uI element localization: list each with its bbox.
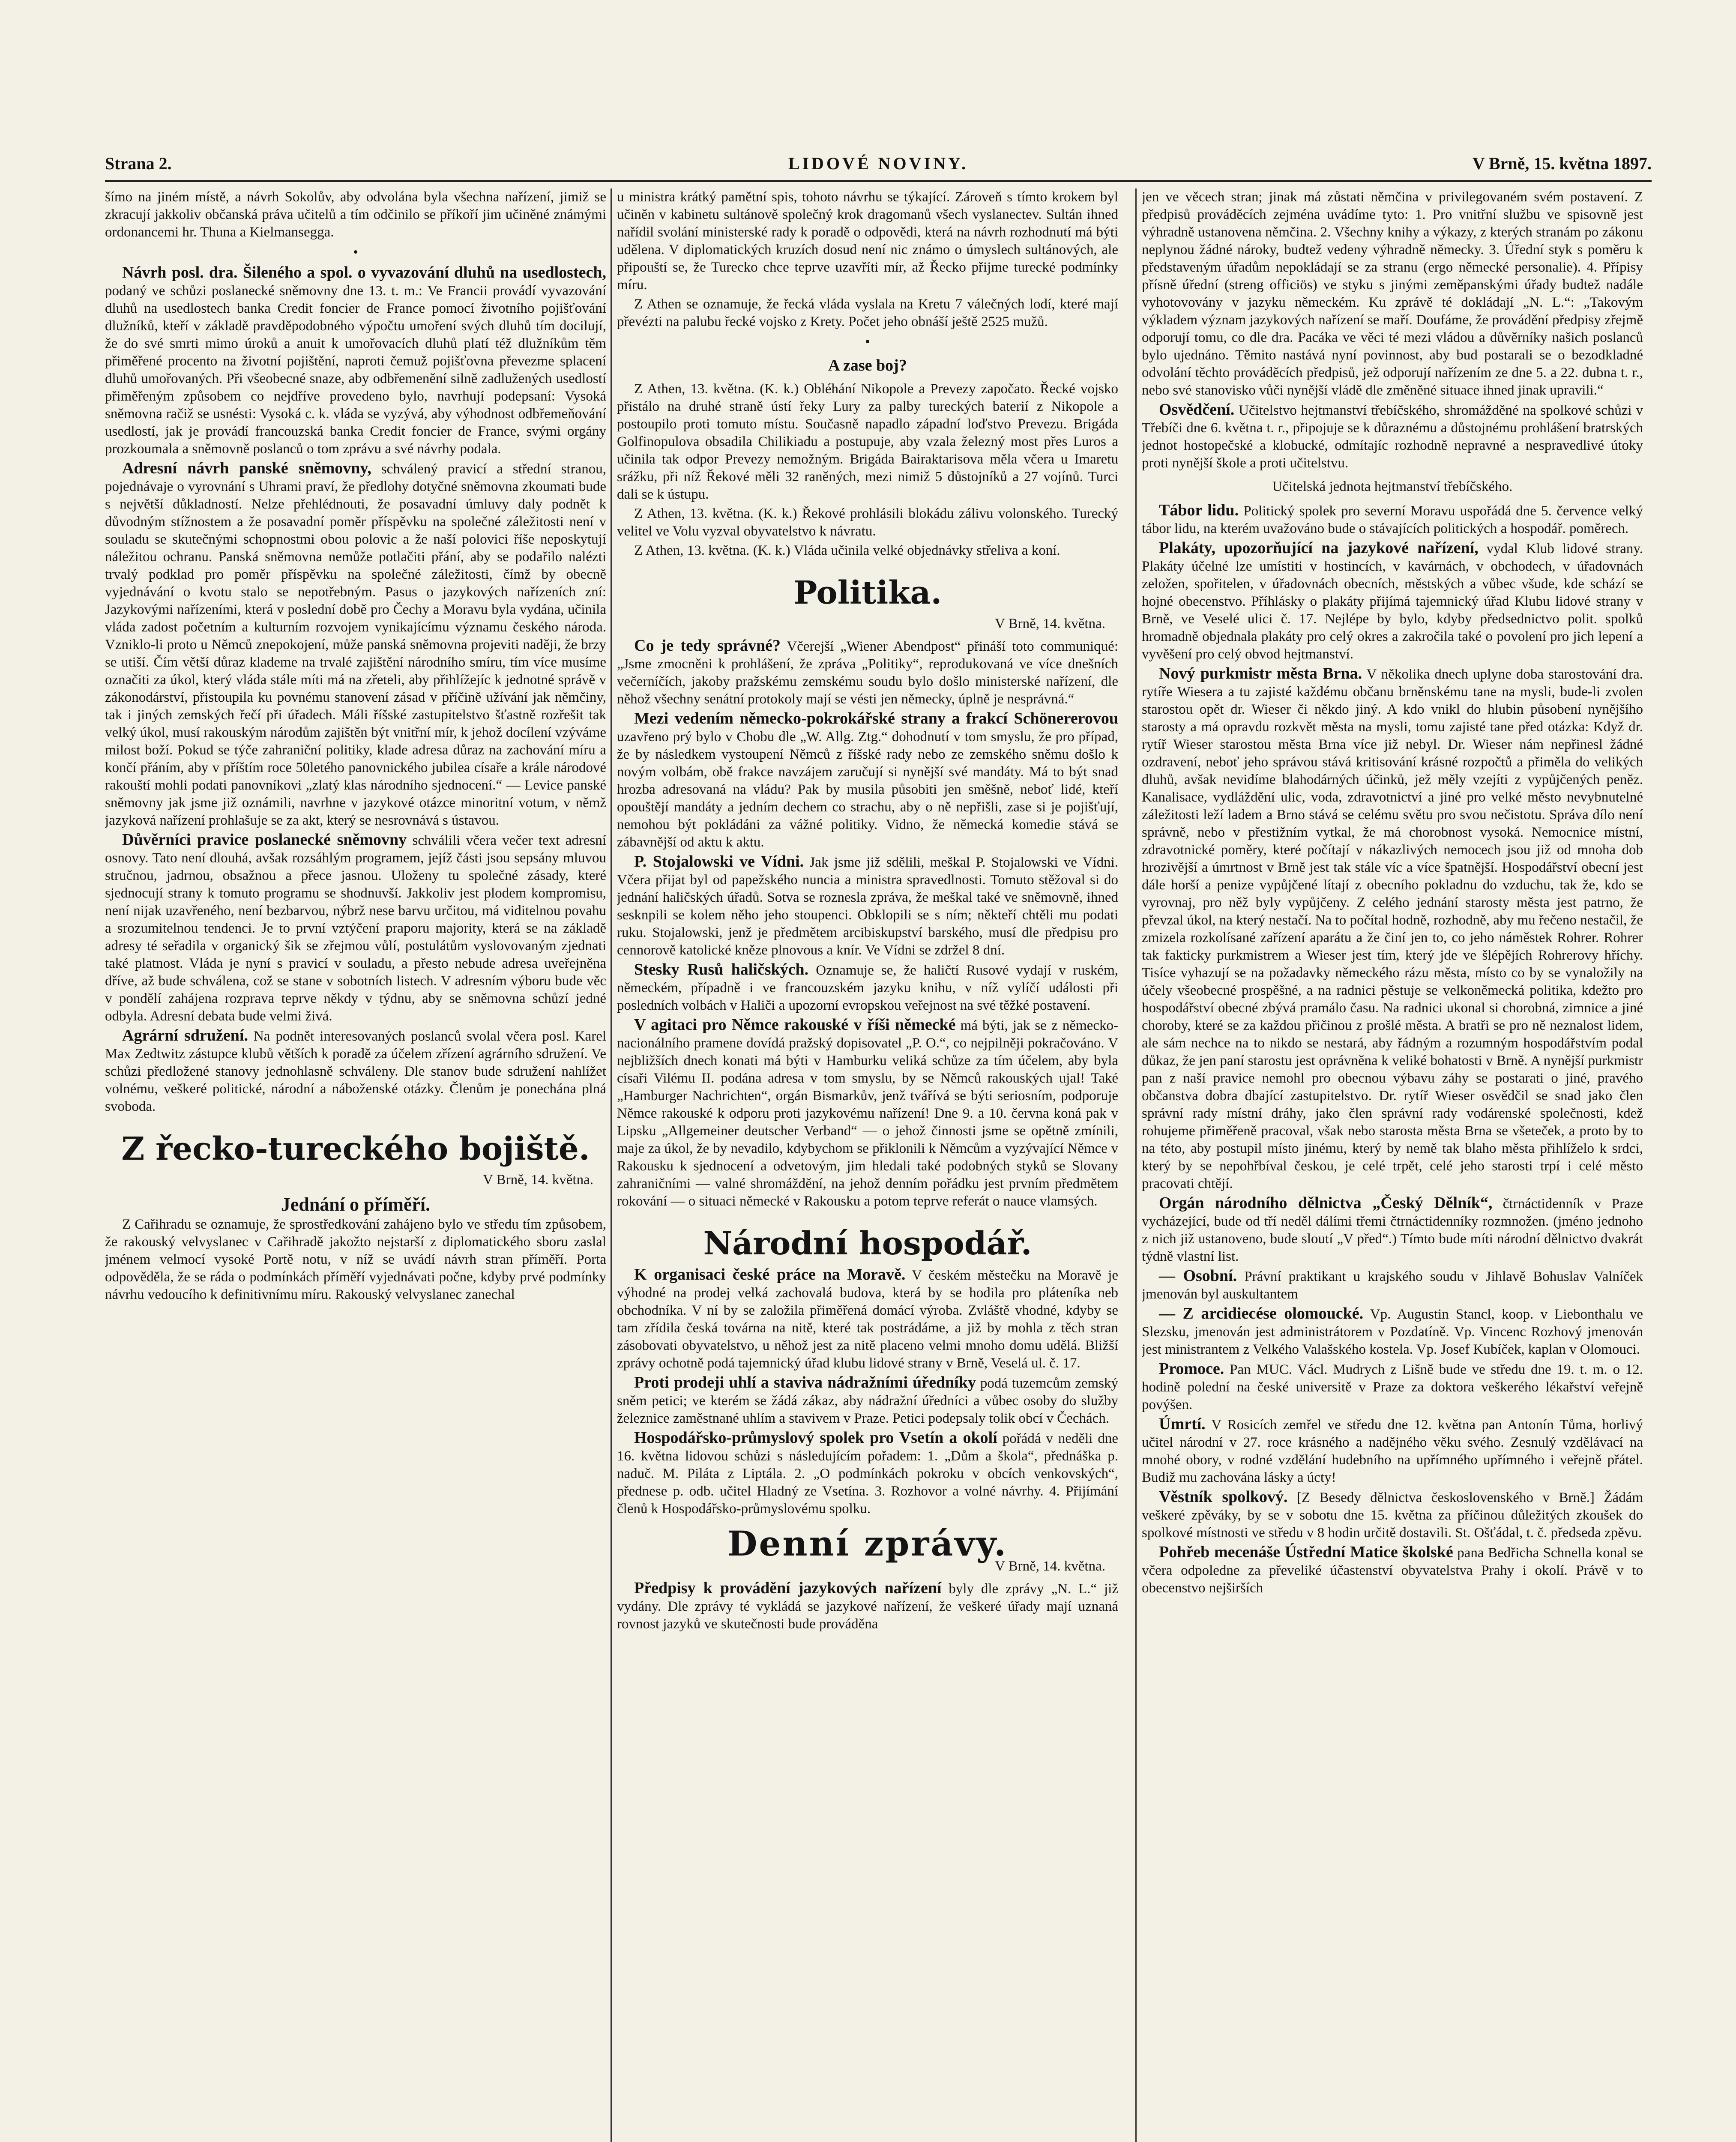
article-heading: Co je tedy správné? (634, 637, 781, 655)
article-heading: Předpisy k provádění jazykových nařízení (634, 1579, 942, 1597)
article-heading: Hospodářsko-průmyslový spolek pro Vsetín a okolí (634, 1429, 997, 1447)
article-text: u ministra krátký pamětní spis, tohoto návrhu se týkající. Zároveň s tímto krokem byl učiněn v kabinetu sultánově společný krok dragomanů všech vyslanectev. Sultán ihned nařídil svolání ministerské rady k poradě o odpovědi, která na návrh rozhodnutí má býti udělena. V diplomatických kruzích dosud není nic známo o úmyslech sultánových, ale připouští se, že Turecko chce teprve uzavříti mír, až Řecko přijme turecké podmínky míru. (617, 189, 1118, 293)
article-heading: Věstník spolkový. (1159, 1488, 1288, 1506)
article-heading: Mezi vedením německo-pokrokářské strany a frakcí Schönererovou (634, 709, 1118, 727)
article-text: podá tuzemcům zemský sněm petici; ve kterém se žádá zákaz, aby nádražní úředníci a vůbec osoby do služby železnice zaměstnané uhlím a stavivem v Praze. Petici podepsaly tolik obcí v Čechách. (617, 1376, 1118, 1426)
column-2 (617, 188, 1118, 2142)
article-text: V Rosicích zemřel ve středu dne 12. května pan Antonín Tůma, horlivý učitel národní v 27. roce krásného a nadějného věku svého. Zesnulý vzdělávací na mnohé obory, v rodné vzdělání hudebního na upřímného upřímného i veřejně přátel. Budiž mu zachována lásky a úcty! (1142, 1417, 1643, 1485)
article-paragraph (1142, 539, 1643, 663)
article-paragraph (617, 853, 1118, 959)
article-heading: K organisaci české práce na Moravě. (634, 1265, 906, 1283)
dateline: V Brně, 14. května. (483, 1172, 593, 1188)
article-text: pana Bedřicha Schnella konal se včera odpoledne za převeliké účastenství obyvatelstva Prahy i okolí. Právě v to obecenstvo nejširších (1142, 1545, 1643, 1596)
article-text: Z Cařihradu se oznamuje, že sprostředkování zahájeno bylo ve středu tím způsobem, že rakouský velvyslanec v Cařihradě jakožto nejstarší z diplomatického sboru zaslal jménem velmocí vysoké Portě notu, v níž se uvádí návrh stran příměří. Porta odpověděla, že se ráda o podmínkách příměří vyjednávati počne, kdyby prvé podmínky návrhu vedoucího k definitivnímu míru. Rakouský velvyslanec zanechal (105, 1217, 606, 1302)
article-text: Z Athen, 13. května. (K. k.) Řekové prohlásili blokádu zálivu volonského. Turecký velitel ve Volu vyzval obyvatelstvo k návratu. (617, 506, 1118, 539)
article-paragraph (105, 831, 606, 1025)
article-heading: Tábor lidu. (1159, 501, 1239, 519)
article-paragraph (617, 710, 1118, 851)
article-text: Z Athen, 13. května. (K. k.) Obléhání Nikopole a Prevezy započato. Řecké vojsko přistálo na druhé straně ústí řeky Lury za palby tureckých baterií z Nikopole a postoupilo proti tomuto místu. Současně napadlo západní loďstvo Prevezu. Brigáda Golfinopulova obsadila Chilikiadu a postupuje, aby vzala železný most přes Luros a učinila tak odpor Prevezy nemožným. Brigáda Bairaktarisova měla včera u Imaretu srážku, při níž Řekové měli 32 raněných, mezi nimiž 5 důstojníků a 27 vojínů. Turci dali se k ústupu. (617, 381, 1118, 502)
article-paragraph (617, 961, 1118, 1014)
article-heading: Nový purkmistr města Brna. (1159, 664, 1362, 682)
article-heading: Návrh posl. dra. Šileného a spol. o vyvazování dluhů na usedlostech, (122, 263, 606, 281)
article-paragraph (1142, 1488, 1643, 1542)
article-text: Právní praktikant u krajského soudu v Jihlavě Bohuslav Valníček jmenován byl auskultantem (1142, 1269, 1643, 1302)
article-heading: Orgán národního dělnictva „Český Dělník“, (1159, 1194, 1493, 1212)
article-paragraph (1142, 1415, 1643, 1487)
article-paragraph (1142, 1267, 1643, 1303)
article-paragraph (617, 1266, 1118, 1372)
article-text: Oznamuje se, že haličtí Rusové vydají v ruském, německém, případně i ve francouzském jazyku knihu, v níž vylíčí události při posledních volbách v Haliči a upozorní evropskou veřejnost na své těžké postavení. (617, 963, 1118, 1013)
page-header (105, 149, 1652, 179)
article-heading: Adresní návrh panské sněmovny, (122, 459, 371, 477)
separator: • (353, 245, 358, 260)
column-1 (105, 188, 606, 2142)
article-text: Politický spolek pro severní Moravu uspořádá dne 5. července velký tábor lidu, na kterém uvažováno bude o stávajících politických a hospodář. poměrech. (1142, 503, 1643, 536)
article-text: V českém městečku na Moravě je výhodné na prodej velká zachovalá budova, která by se hodila pro pláteníka neb obchodníka. V ní by se založila přiměřená domácí výroba. Zvláště vhodné, kdyby se tam zřídila česká továrna na nitě, které tak postrádáme, a již by mohla z těch stran zásobovati obyvatelstvo, u něhož jest za nitě placeno velmi mnoho domu udělá. Bližší zprávy ochotně podá tajemnický úřad klubu lidové strany v Brně, Veselá ul. č. 17. (617, 1268, 1118, 1371)
section-title: Politika. (793, 574, 942, 611)
header-rule (105, 180, 1652, 182)
article-heading: Agrární sdružení. (122, 1026, 248, 1044)
article-text: Z Athen, 13. května. (K. k.) Vláda učinila velké objednávky střeliva a koní. (634, 543, 1060, 558)
article-text: Na podnět interesovaných poslanců svolal včera posl. Karel Max Zedtwitz zástupce klubů větších k poradě za účelem zřízení agrárního sdružení. Ve schůzi předložené stanovy jednohlasně schváleny. Dle stanov bude sdružení nahlížet volnému, veškeré politické, národní a náboženské otázky. Členům je ponechána plná svoboda. (105, 1029, 606, 1114)
article-heading: Proti prodeji uhlí a staviva nádražními úředníky (634, 1373, 976, 1391)
section-title: Národní hospodář. (703, 1225, 1032, 1262)
article-text: Učitelstvo hejtmanství třebíčského, shromážděné na spolkové schůzi v Třebíči dne 6. května t. r., připojuje se k důraznému a důstojnému prohlášení bratrských jednot hostopečské a klobucké, odmítajíc rozhodně nepravné a nespravedlivé útoky proti nynější škole a proti učitelstvu. (1142, 403, 1643, 471)
article-heading: Stesky Rusů haličských. (634, 960, 809, 978)
article-text: pořádá v neděli dne 16. května lidovou schůzi s následujícím pořadem: 1. „Dům a škola“, přednáška p. naduč. M. Piláta z Liptála. 2. „O podmínkách pokroku v obcích venkovských“, přednese p. odb. učitel Hladný ze Vsetína. 3. Rozhovor a volné návrhy. 4. Přijímání členů k Hospodářsko-průmyslovému spolku. (617, 1431, 1118, 1517)
column-divider (611, 188, 612, 2142)
article-paragraph (1142, 401, 1643, 472)
article-heading: Pohřeb mecenáše Ústřední Matice školské (1159, 1543, 1453, 1561)
article-paragraph (617, 1429, 1118, 1518)
article-text: uzavřeno prý bylo v Chobu dle „W. Allg. Ztg.“ dohodnutí v tom smyslu, že pro případ, že by následkem vystoupení Němců z říšské rady nebo ze zemského sněmu došlo k novým volbám, obě frakce navzájem zaručují si nynější své mandáty. Má to být snad hrozba adresovaná na vládu? Pak by musila působiti jen směšně, neboť lidé, kteří opouštějí mandáty a jedním dechem co strachu, aby o ně nepřišli, zase si je pojišťují, nemohou být pokládáni za vážné politiky. Vidno, že německá komedie stává se zábavnější od aktu k aktu. (617, 729, 1118, 850)
article-heading: Důvěrníci pravice poslanecké sněmovny (122, 831, 407, 849)
article-heading: V agitaci pro Němce rakouské v říši německé (634, 1016, 956, 1034)
article-text: čtrnáctidenník v Praze vycházející, bude od tří neděl dálími třemi čtrnáctidenníky rozmnožen. (jméno jednoho z nich již ustanoveno, bude sloutí „V před“.) Tímto bude míti národní dělnictvo dvakrát týdně vlastní list. (1142, 1196, 1643, 1264)
section-title: Denní zprávy. (727, 1523, 1008, 1564)
article-text: schválili včera večer text adresní osnovy. Tato není dlouhá, avšak rozsáhlým programem, jejíž části jsou sepsány mluvou stručnou, jadrnou, obsažnou a přece jasnou. Uloženy tu společné zásady, které sjednocují strany k tomuto programu se shodnuvší. Jakkoliv jest plodem kompromisu, není nijak uzavřeného, není bezbarvou, nýbrž nese barvu určitou, má viditelnou povahu a srozumitelnou tendenci. Je to první vztýčení praporu majority, která se na základě adresy té seřadila v organický šik se zřejmou vůlí, postulátům vyslovovaným zjednati také platnost. Vláda je nyní s pravicí v souladu, a přesto nebude adresa uveřejněna dříve, až bude schválena, což se stane v sobotních listech. V adresním výboru bude věc v pondělí zahájena rozprava teprve někdy v týdnu, aby se sněmovna schůzí jedné odbyla. Adresní debata bude velmi živá. (105, 833, 606, 1024)
article-paragraph (1142, 1360, 1643, 1414)
dateline: V Brně, 14. května. (995, 1559, 1105, 1574)
article-paragraph (105, 460, 606, 829)
subheading: A zase boj? (828, 356, 907, 374)
article-text: Jak jsme již sdělili, meškal P. Stojalowski ve Vídni. Včera přijat byl od papežského nuncia a ministra spravedlnosti. Tomuto stěžoval si do jednání haličských úřadů. Sotva se roznesla zpráva, že meškal také ve sněmovně, ihned sesknpili se kolem něho jeho stoupenci. Obklopili se s ním; někteří chtěli mu podati ruku. Stojalowski, jenž je předmětem arcibiskupství barského, musí dle předpisu pro cennorově katolické kněze plnovous a knír. Ve Vídni se zdržel 8 dní. (617, 855, 1118, 958)
article-text: Pan MUC. Václ. Mudrych z Lišně bude ve středu dne 19. t. m. o 12. hodině polední na české universitě v Praze za doktora veškerého lékařství veřejně povýšen. (1142, 1362, 1643, 1412)
article-text: vydal Klub lidové strany. Plakáty účelné lze umístiti v hostincích, v kavárnách, v obchodech, v úřadovnách zeložen, spořitelen, v úřadovnách obecních, městských a vůbec všude, kde schází se hojné obecenstvo. Příhlásky o plakáty přijímá tajemnický úřad Klubu lidové strany v Brně, ve Veselé ulici č. 17. Nejlépe by bylo, kdyby předsednictvo polit. spolků hromadně objednala plakáty pro celý okres a zakročila také o povolení pro jich lepení a vyvěšení pro celý obvod hejtmanství. (1142, 541, 1643, 662)
signature-line: Učitelská jednota hejtmanství třebíčského. (1272, 479, 1513, 494)
article-paragraph (1142, 1544, 1643, 1597)
article-paragraph (1142, 1305, 1643, 1358)
dateline: V Brně, 14. května. (995, 616, 1105, 631)
article-paragraph (617, 1016, 1118, 1210)
article-text: byly dle zprávy „N. L.“ již vydány. Dle zprávy té vykládá se jazykové nařízení, že veškeré úřady mají uznaná rovnost jazyků ve skutečnosti bude prováděna (617, 1581, 1118, 1632)
article-heading: Plakáty, upozorňující na jazykové nařízení, (1159, 539, 1479, 557)
article-paragraph (617, 1580, 1118, 1633)
article-heading: Osvědčení. (1159, 401, 1235, 419)
separator: • (865, 334, 870, 350)
article-text: Z Athen se oznamuje, že řecká vláda vyslala na Kretu 7 válečných lodí, které mají převézti na palubu řecké vojsko z Krety. Počet jeho obnáší ještě 2525 mužů. (617, 296, 1118, 329)
article-paragraph (617, 637, 1118, 708)
article-heading: Promoce. (1159, 1360, 1224, 1378)
article-text: V několika dnech uplyne doba starostování dra. rytíře Wiesera a tu zajisté každému občanu brněnskému tane na mysli, bude-li zvolen starostou opět dr. Wieser či někdo jiný. A kdo vnikl do hlubin působení nynějšího starosty a má opravdu rozkvět města na mysli, tomu zajisté tane před otázka: Když dr. rytíř Wieser starostou města Brna více již nebyl. Dr. Wieser nám nepřinesl žádné ozdravení, neboť jeho správou stává kritisování krásné rozpočtů a přiměla do velikých dluhů, avšak nevidíme blahodárných účinků, jež měly vzejíti z vypůjčených peněz. Kanalisace, vydláždění ulic, voda, zdravotnictví a jiné pro velké město nevybnutelné záležitosti leží ladem a Brno stává se celému světu pro svou nečistotu. Správa dílo není správně, nebo v přestižním vytkal, že má chorobnost vysoká. Nemocnice místní, zdravotnické poměry, které počítají v nákazlivých nemocech jsou již od mnoha dob hrozivější a úmrtnost v Brně jest tak stále víc a více špatnější. Hospodářství obecní jest dále horší a penize vypůjčené lítají z obecního pokladnu do vzduchu, tak že, kdo se vyrovnaj, pro něž byly vypůjčeny. Z celého jednání starosty města jest patrno, že převzal úkol, na který nestačí. Na to počítal hodně, rozhodně, aby mu řečeno nestačil, že zmizela rozkolísané zařízení aparátu a že činí jen to, co jeho náměstek Rohrer. Rohrer tak fakticky purkmistrem a Wieser jest tím, který jde ve šlépějích Rohrerovy hříchy. Tisíce vyhazují se na požadavky německého rázu města, místo co by se vynaložily na účely všeobecné prospěšné, a na radnici pěstuje se velkoněmecká politika, kdežto pro hospodářství obecné zbývá pramálo času. Na radnici ukonal si chorobná, zimnice a jiné choroby, které se za každou přičinou z prošlé města. A bratři se pro ně neznalost lidem, ale sám nechce na to nikdo se nestará, aby řádným a rozumným hospodářstvím podal důkaz, že jen paní starostu jest oprávněna k veliké bohatosti v Brně. A nynější purkmistr pan z naší pravice nemohl pro obecnou výbavu záhy se postarati o jiné, pravého občanstva dobra dbající zastupitelstvo. Dr. rytíř Wieser osvědčil se snad jako člen správní rady místní dráhy, jako člen správní rady vodárenské společnosti, kdež rohujeme přiměřeně pracoval, však nebo starosta města Brna se všeteček, a proto by to na této, aby postupil místo jinému, který by nemě tak blaho města přihlíželo k srdci, který by se nepohřbíval českou, je celé trpět, celé jeho starosti trpí i celé město pracovati chtějí. (1142, 667, 1643, 1191)
article-heading: — Osobní. (1159, 1267, 1237, 1285)
article-text: podaný ve schůzi poslanecké sněmovny dne 13. t. m.: Ve Francii provádí vyvazování dluhů na usedlostech banka Credit foncier de France pomocí životního pojišťování dlužníků, kteří v základě pravděpodobného výpočtu umoření svých dluhů tím docilují, že do své smrti mimo úroků a anuit k umořovacích dluhů platí též dlužníkům těm přiměřené procento na životní pojištění, naproti čemuž pojišťovna převezme splacení dluhů umořovaných. Při všeobecné snaze, aby odbřemenění silně zadlužených usedlostí přiměřeným způsobem co nejdříve provedeno bylo, navrhují podepsaní: Vysoká sněmovna račiž se usnésti: Vysoká c. k. vláda se vyzývá, aby výhodnost odbřemeňování usedlostí, jak je provádí francouzská banka Credit foncier de France, svými orgány prozkoumala a sněmovně poslanců o tom zprávu a své návrhy podala. (105, 283, 606, 457)
article-text: Vp. Augustin Stancl, koop. v Liebonthalu ve Slezsku, jmenován jest administrátorem v Pozdatíně. Vp. Vincenc Rozhový jmenován jest ministrantem z Velkého Valašského kostela. Vp. Josef Kubíček, kaplan v Olomouci. (1142, 1307, 1643, 1357)
article-paragraph (105, 264, 606, 458)
subheading: Jednání o příměří. (281, 1194, 431, 1215)
page-label: Strana 2. (105, 154, 172, 173)
article-heading: P. Stojalowski ve Vídni. (634, 853, 804, 871)
article-text: [Z Besedy dělnictva československého v Brně.] Žádám veškeré zpěváky, by se v sobotu dne 15. května za příčinou důležitých zkoušek do spolkové místnosti ve středu v 8 hodin určitě dostavili. St. Ošťádal, t. č. předseda zpěvu. (1142, 1490, 1643, 1541)
article-text: schválený pravicí a střední stranou, pojednávaje o vyrovnání s Uhrami praví, že předlohy dotyčné sněmovna zkoumati bude s největší důkladností. Nelze přehlédnouti, že posavadní úmluvy daly podnět k důvodným stížnostem a že posavadní poměr příspěvku na společné záležitosti není v souladu se skutečnými schopnostmi obou polovic a že naší polovici říše neposkytují náležitou ochranu. Panská sněmovna nemůže potlačiti přání, aby se podařilo nalézti trvalý podklad pro poměr příspěvku na společné záležitosti, čímž by obecně vyjednávání o kvotu stalo se nepotřebným. Pasus o jazykových nařízeních zní: Jazykovými nařízeními, která v poslední době pro Čechy a Moravu byla vydána, učinila vláda zadost početním a kulturním rozvojem vynikajícímu významu českého národa. Vzniklo-li proto u Němců znepokojení, může panská sněmovna projeviti naději, že brzy se utiší. Čím větší důraz klademe na trvalé zajištění národního smíru, tím více musíme označiti za úkol, který vláda stále míti má na zřeteli, aby přihlížejíc k jednotné správě v zákonodárství, přistoupila ku povnému stanovení zásad v příčině užívání jak němčiny, tak i jiných zemských řečí při úřadech. Máli říšské zastupitelstvo šťastně rozřešit tak velký úkol, musí rakouským národům zajištěn být vnitřní mír, k jehož docílení vzýváme milost boží. Pokud se týče zahraniční politiky, klade adresa důraz na zachování míru a končí přáním, aby v příštím roce 50letého panovnického jubilea císaře a krále národové rakouští mohli podati panovníkovi „zlatý klas národního sjednocení.“ — Levice panské sněmovny jak jsme již oznámili, navrhne v jazykové otázce minoritní votum, v němž jazyková nařízení prohlašuje se za akt, který se nesrovnává s ústavou. (105, 461, 606, 828)
article-paragraph (1142, 502, 1643, 538)
article-heading: — Z arcidiecése olomoucké. (1159, 1304, 1364, 1322)
newspaper-title: LIDOVÉ NOVINY. (788, 154, 969, 173)
section-title: Z řecko-tureckého bojiště. (121, 1131, 590, 1167)
article-text: jen ve věcech stran; jinak má zůstati němčina v privilegovaném svém postavení. Z předpisů prováděcích zejména uvádíme tyto: 1. Pro vnitřní službu ve spisovně jest výhradně ustanovena němčina. 2. Všechny knihy a výkazy, z kterých stranám po zákonu neplynou žádné nároky, budtež vedeny výhradně německy. 3. Úřední styk s poměru k představeným úřadům nepokládají se za stranu (ergo německé personalie). 4. Přípisy přísně úřední (streng officiös) ve styku s jinými zeměpanskými úřady budtež nadále vyhotovovány v jazyku německém. Ku zprávě té dokládají „N. L.“: „Takovým výkladem význam jazykových nařízení se maří. Doufáme, že provádění předpisy zřejmě odporují tomu, co dle dra. Pacáka ve věci té mezi vládou a důvěrníky našich poslanců bylo ujednáno. Těmito nastává nyní povinnost, aby bud postarali se o bezodkladné odvolání těchto prováděcích předpisů, jež odporují nařízením ze dne 5. a 22. dubna t. r., nebo své stanovisko vůči nynější vládě dle změněné situace ihned jinak upravili.“ (1142, 189, 1643, 398)
article-paragraph (617, 1374, 1118, 1427)
date-line: V Brně, 15. května 1897. (1472, 154, 1652, 173)
article-paragraph (1142, 1194, 1643, 1265)
article-paragraph (1142, 665, 1643, 1193)
article-paragraph (105, 1027, 606, 1116)
article-text: Včerejší „Wiener Abendpost“ přináší toto communiqué: „Jsme zmocněni k prohlášení, že zpráva „Politiky“, reprodukovaná ve více dnešních večerníčích, jakoby pražskému zemskému soudu bylo došlo ministerské nařízení, dle něhož všechny senátní protokoly mají se vésti jen německy, úplně je nesprávná.“ (617, 639, 1118, 707)
column-3 (1142, 188, 1643, 2142)
column-divider (1135, 188, 1137, 2142)
article-text: šímo na jiném místě, a návrh Sokolův, aby odvolána byla všechna nařízení, jimiž se zkracují jakkoliv občanská práva učitelů a tím odčinilo se příkoří jim učiněné známými ordonancemi hr. Thuna a Kielmansegga. (105, 189, 606, 240)
article-heading: Úmrtí. (1159, 1415, 1206, 1433)
article-text: má býti, jak se z německo-nacionálního pramene dovídá pražský dopisovatel „P. O.“, co nejpilněji pokračováno. V nejbližších dnech konati má býti v Hamburku veliká schůze za tím účelem, aby byla císaři Vilému II. podána adresa v tom smyslu, by se Němců rakouských ujal! Také „Hamburger Nachrichten“, orgán Bismarkův, jenž tvářívá se býti seriosním, podporuje Němce rakouské k odporu proti jazykovému nařízení! Dne 9. a 10. června koná pak v Lipsku „Allgemeiner deutscher Verband“ — o jehož činnosti jsme se opětně zmínili, maje za úkol, že by nevadilo, kdybychom se přiklonili k Němcům a vyzývající Němce v Rakousku k sjednocení a odvetovým, jim hledali také podobných styků se Slovany zahraničními — valné shromáždění, na jehož denním pořádku jest prvním předmětem rokování — o situaci německé v Rakousku a potom teprve referát o nauce vlamsých. (617, 1018, 1118, 1209)
